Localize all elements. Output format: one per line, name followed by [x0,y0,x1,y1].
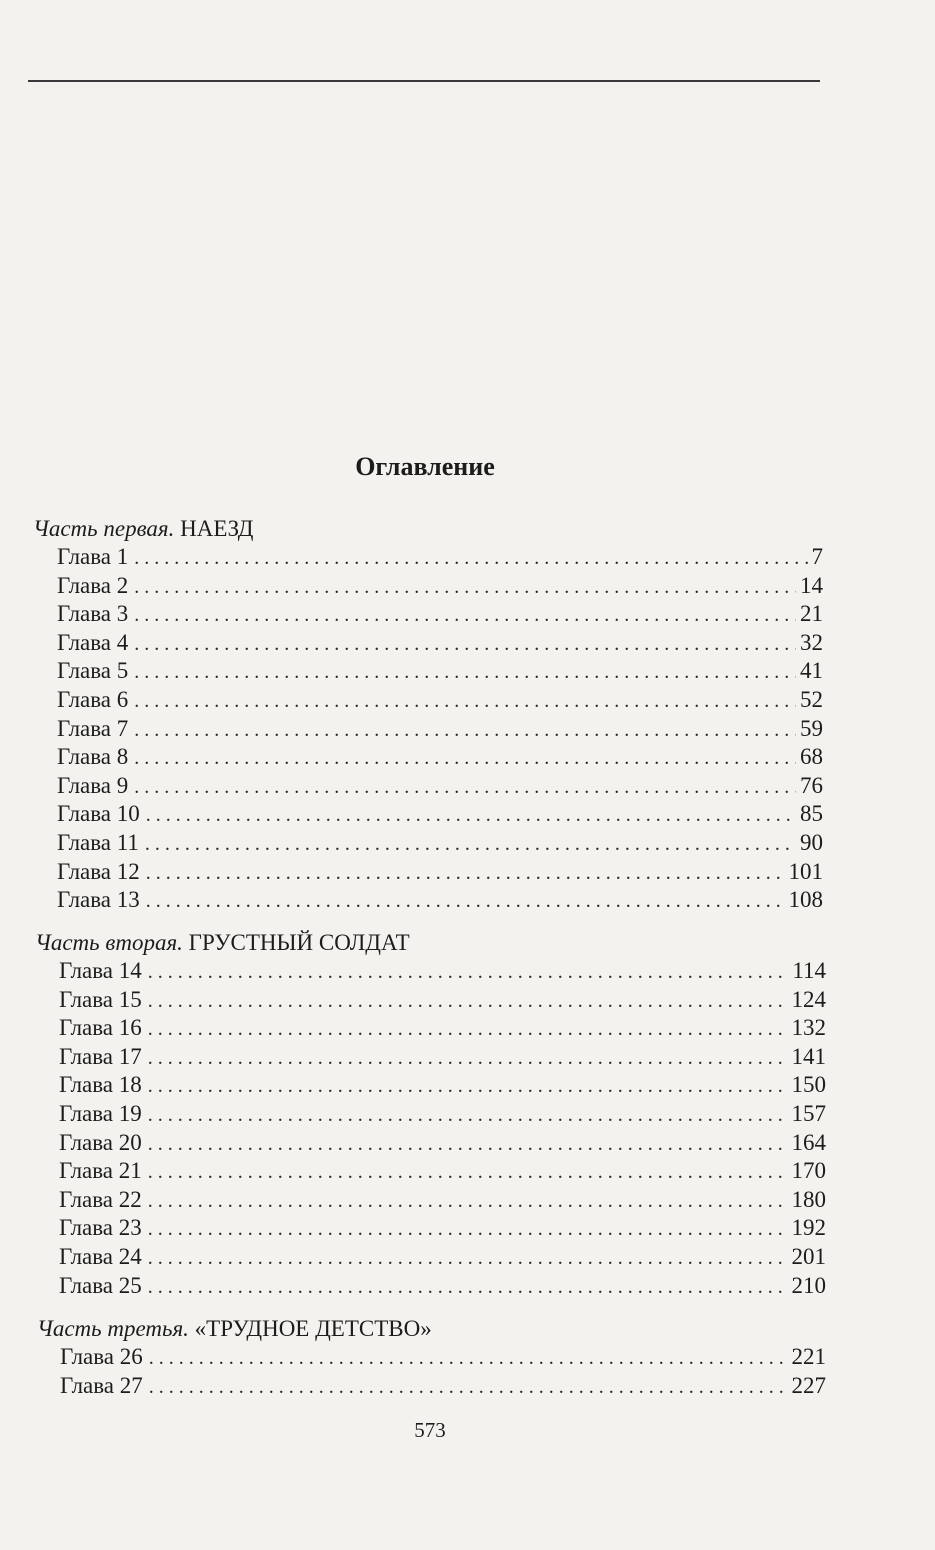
toc-entry [59,1244,826,1272]
toc-entry [57,744,823,772]
toc-entry [59,1044,826,1072]
dot-leader [148,1218,788,1241]
part-name: ГРУСТНЫЙ СОЛДАТ [188,930,410,955]
toc-entry [59,987,826,1015]
dot-leader [148,1247,788,1270]
dot-leader [134,576,796,599]
chapter-page-number: 114 [792,958,826,983]
chapter-page-number: 101 [788,858,823,884]
chapter-page-number: 14 [800,572,823,598]
chapter-page-number: 141 [791,1043,826,1069]
toc-entry [57,801,823,829]
dot-leader [146,862,785,885]
chapter-page-number: 59 [800,715,823,741]
toc-entry [60,1344,826,1372]
chapter-page-number: 227 [791,1372,826,1398]
part-name: НАЕЗД [180,516,254,541]
dot-leader [134,661,796,684]
dot-leader [146,890,785,913]
dot-leader [148,1161,788,1184]
page-number: 573 [414,1418,446,1442]
chapter-label: Глава 16 [59,1015,142,1041]
dot-leader [148,1075,788,1098]
toc-entry [60,1373,826,1401]
toc-entry [57,859,823,887]
chapter-label: Глава 9 [57,772,129,798]
chapter-page-number: 76 [800,772,823,798]
part-heading [33,516,253,542]
toc-entry [57,716,823,744]
toc-entry [57,573,823,601]
part-label: Часть первая. [33,516,175,541]
chapter-label: Глава 14 [59,958,142,983]
chapter-label: Глава 15 [59,986,142,1012]
chapter-label: Глава 7 [57,715,129,741]
dot-leader [148,1104,788,1127]
dot-leader [134,633,796,656]
chapter-page-number: 7 [811,544,823,569]
chapter-label: Глава 23 [59,1215,142,1241]
dot-leader [148,990,788,1013]
toc-entry [57,830,823,858]
dot-leader [148,1133,788,1156]
dot-leader [149,1376,788,1399]
dot-leader [148,1190,788,1213]
chapter-label: Глава 2 [57,572,129,598]
chapter-page-number: 132 [791,1015,826,1041]
dot-leader [134,776,796,799]
toc-entry [59,1130,826,1158]
toc-entry [57,773,823,801]
chapter-label: Глава 10 [57,801,140,827]
dot-leader [148,961,789,984]
dot-leader [145,833,796,856]
chapter-page-number: 21 [800,601,823,627]
toc-entry [59,1072,826,1100]
dot-leader [148,1276,788,1299]
chapter-page-number: 124 [791,986,826,1012]
toc-entry [57,630,823,658]
chapter-label: Глава 21 [59,1158,142,1184]
toc-entry [59,1187,826,1215]
chapter-label: Глава 3 [57,601,129,627]
part-label: Часть третья. [37,1316,189,1341]
chapter-label: Глава 5 [57,658,129,684]
chapter-label: Глава 24 [59,1244,142,1269]
chapter-page-number: 180 [791,1186,826,1212]
chapter-page-number: 210 [791,1272,826,1298]
dot-leader [149,1347,788,1370]
chapter-label: Глава 1 [57,544,129,569]
dot-leader [134,690,796,713]
chapter-label: Глава 25 [59,1272,142,1298]
chapter-page-number: 192 [791,1215,826,1241]
chapter-page-number: 157 [791,1101,826,1126]
dot-leader [148,1018,788,1041]
toc-entry [57,658,823,686]
chapter-page-number: 90 [800,830,823,855]
chapter-label: Глава 26 [60,1344,143,1369]
toc-entry [59,1158,826,1186]
dot-leader [146,804,796,827]
toc-entry [59,1215,826,1243]
toc-entry [59,1273,826,1301]
chapter-page-number: 108 [788,887,823,913]
toc-entry [59,1101,826,1129]
chapter-page-number: 150 [791,1072,826,1098]
chapter-page-number: 52 [800,687,823,712]
chapter-label: Глава 18 [59,1072,142,1098]
chapter-label: Глава 13 [57,887,140,913]
chapter-label: Глава 4 [57,629,129,655]
chapter-label: Глава 12 [57,858,140,884]
chapter-label: Глава 8 [57,744,129,770]
chapter-page-number: 170 [791,1158,826,1184]
dot-leader [134,747,796,770]
chapter-label: Глава 17 [59,1043,142,1069]
part-heading [37,1316,432,1342]
toc-entry [57,601,823,629]
dot-leader [134,547,807,570]
chapter-page-number: 85 [800,801,823,827]
chapter-page-number: 221 [791,1344,826,1369]
part-heading [35,930,410,956]
part-name: «ТРУДНОЕ ДЕТСТВО» [194,1316,432,1341]
dot-leader [134,719,796,742]
chapter-label: Глава 20 [59,1129,142,1155]
chapter-page-number: 32 [800,629,823,655]
toc-entry [59,958,826,986]
chapter-label: Глава 27 [60,1372,143,1398]
chapter-label: Глава 22 [59,1186,142,1212]
chapter-page-number: 164 [791,1129,826,1155]
dot-leader [134,604,796,627]
chapter-page-number: 201 [791,1244,826,1269]
toc-entry [57,887,823,915]
chapter-label: Глава 11 [57,830,139,855]
chapter-label: Глава 19 [59,1101,142,1126]
page-title: Оглавление [355,452,495,481]
chapter-page-number: 68 [800,744,823,770]
top-rule [28,80,820,82]
toc-entry [57,687,823,715]
chapter-page-number: 41 [800,658,823,684]
toc-entry [59,1015,826,1043]
dot-leader [148,1047,788,1070]
part-label: Часть вторая. [35,930,183,955]
toc-entry [57,544,823,572]
chapter-label: Глава 6 [57,687,129,712]
